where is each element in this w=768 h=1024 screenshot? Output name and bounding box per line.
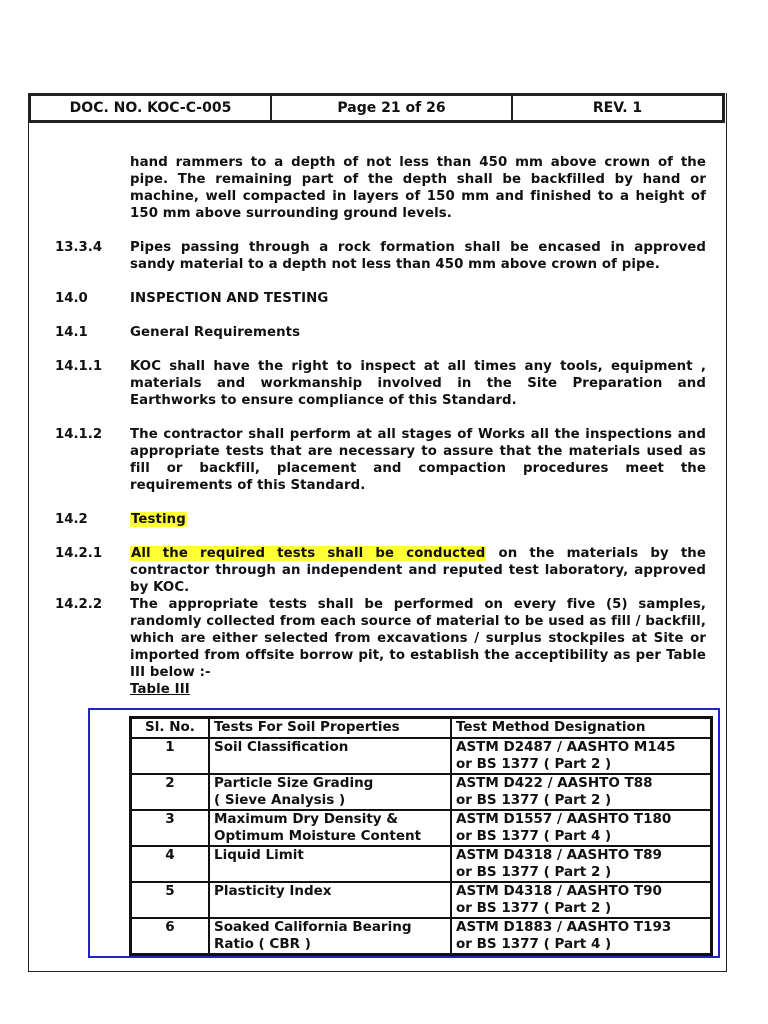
test-method [451, 774, 712, 810]
test-name [209, 882, 451, 918]
section-number: 14.0 [55, 291, 88, 306]
test-name [209, 810, 451, 846]
section-14-2-title: Testing [131, 512, 186, 527]
sl-no: 6 [131, 918, 210, 955]
section-14-1-title: General Requirements [130, 325, 301, 340]
sl-no: 4 [131, 846, 210, 882]
test-line: Maximum Dry Density & [214, 811, 399, 827]
section-14-0-title: INSPECTION AND TESTING [130, 291, 329, 306]
method-line: or BS 1377 ( Part 4 ) [456, 936, 612, 952]
table-row [131, 774, 712, 810]
column-header: Test Method Designation [451, 718, 712, 739]
section-13-3-4-text: Pipes passing through a rock formation shall be encased in approved sandy material to a depth not less than 450 mm above crown of pipe. [130, 240, 706, 272]
section-number: 14.1.2 [55, 427, 103, 442]
column-header: Tests For Soil Properties [209, 718, 451, 739]
highlighted-text: All the required tests shall be conducted [131, 546, 486, 561]
section-number: 14.1.1 [55, 359, 103, 374]
table-row [131, 846, 712, 882]
paragraph-text: on the materials by the contractor through an independent and reputed test laboratory, approved by KOC. [130, 546, 706, 595]
document-header [28, 93, 725, 123]
test-line: Soaked California Bearing [214, 919, 412, 935]
intro-paragraph: hand rammers to a depth of not less than 450 mm above crown of the pipe. The remaining part of the depth shall be backfilled by hand or machine, well compacted in layers of 150 mm and finished to a height of 150 mm above surrounding ground levels. [130, 155, 706, 221]
test-line: Soil Classification [214, 739, 349, 755]
method-line: ASTM D4318 / AASHTO T89 [456, 847, 662, 863]
section-number: 13.3.4 [55, 240, 103, 255]
test-line: Plasticity Index [214, 883, 332, 899]
section-14-2-title-wrap [130, 511, 706, 528]
table-row [131, 882, 712, 918]
method-line: ASTM D1883 / AASHTO T193 [456, 919, 672, 935]
table-row [131, 738, 712, 774]
sl-no: 5 [131, 882, 210, 918]
method-line: or BS 1377 ( Part 2 ) [456, 792, 612, 808]
method-line: or BS 1377 ( Part 4 ) [456, 828, 612, 844]
test-line: Ratio ( CBR ) [214, 936, 311, 952]
table-row [131, 810, 712, 846]
table-iii [129, 716, 713, 956]
test-method [451, 738, 712, 774]
section-14-2-1-text [130, 545, 706, 596]
sl-no: 2 [131, 774, 210, 810]
test-method [451, 918, 712, 955]
column-header: Sl. No. [131, 718, 210, 739]
test-name [209, 846, 451, 882]
method-line: ASTM D422 / AASHTO T88 [456, 775, 653, 791]
section-14-1-2-text: The contractor shall perform at all stages of Works all the inspections and appropriate tests that are necessary to assure that the materials used as fill or backfill, placement and compaction procedures meet the requirements of this Standard. [130, 427, 706, 493]
test-method [451, 810, 712, 846]
test-line: Particle Size Grading [214, 775, 374, 791]
test-line: Liquid Limit [214, 847, 304, 863]
section-14-2-2-text: The appropriate tests shall be performed on every five (5) samples, randomly collected from each source of material to be used as fill / backfill, which are either selected from excavations / surplus stockpiles at Site or imported from offsite borrow pit, to establish the acceptibility as per Table III below :- [130, 597, 706, 680]
table-caption: Table III [130, 682, 190, 697]
method-line: ASTM D2487 / AASHTO M145 [456, 739, 676, 755]
section-number: 14.2 [55, 512, 88, 527]
method-line: ASTM D1557 / AASHTO T180 [456, 811, 672, 827]
test-name [209, 774, 451, 810]
test-line: ( Sieve Analysis ) [214, 792, 346, 808]
method-line: or BS 1377 ( Part 2 ) [456, 900, 612, 916]
revision: REV. 1 [592, 100, 643, 116]
sl-no: 3 [131, 810, 210, 846]
page-number: Page 21 of 26 [272, 96, 513, 120]
section-number: 14.1 [55, 325, 88, 340]
sl-no: 1 [131, 738, 210, 774]
method-line: ASTM D4318 / AASHTO T90 [456, 883, 662, 899]
test-method [451, 846, 712, 882]
method-line: or BS 1377 ( Part 2 ) [456, 864, 612, 880]
test-name [209, 738, 451, 774]
test-name [209, 918, 451, 955]
section-14-1-1-text: KOC shall have the right to inspect at all times any tools, equipment , materials and workmanship involved in the Site Preparation and Earthworks to ensure compliance of this Standard. [130, 359, 706, 408]
method-line: or BS 1377 ( Part 2 ) [456, 756, 612, 772]
doc-number: DOC. NO. KOC-C-005 [31, 96, 272, 120]
test-line: Optimum Moisture Content [214, 828, 422, 844]
test-method [451, 882, 712, 918]
section-number: 14.2.1 [55, 546, 103, 561]
section-number: 14.2.2 [55, 597, 103, 612]
table-row [131, 918, 712, 955]
